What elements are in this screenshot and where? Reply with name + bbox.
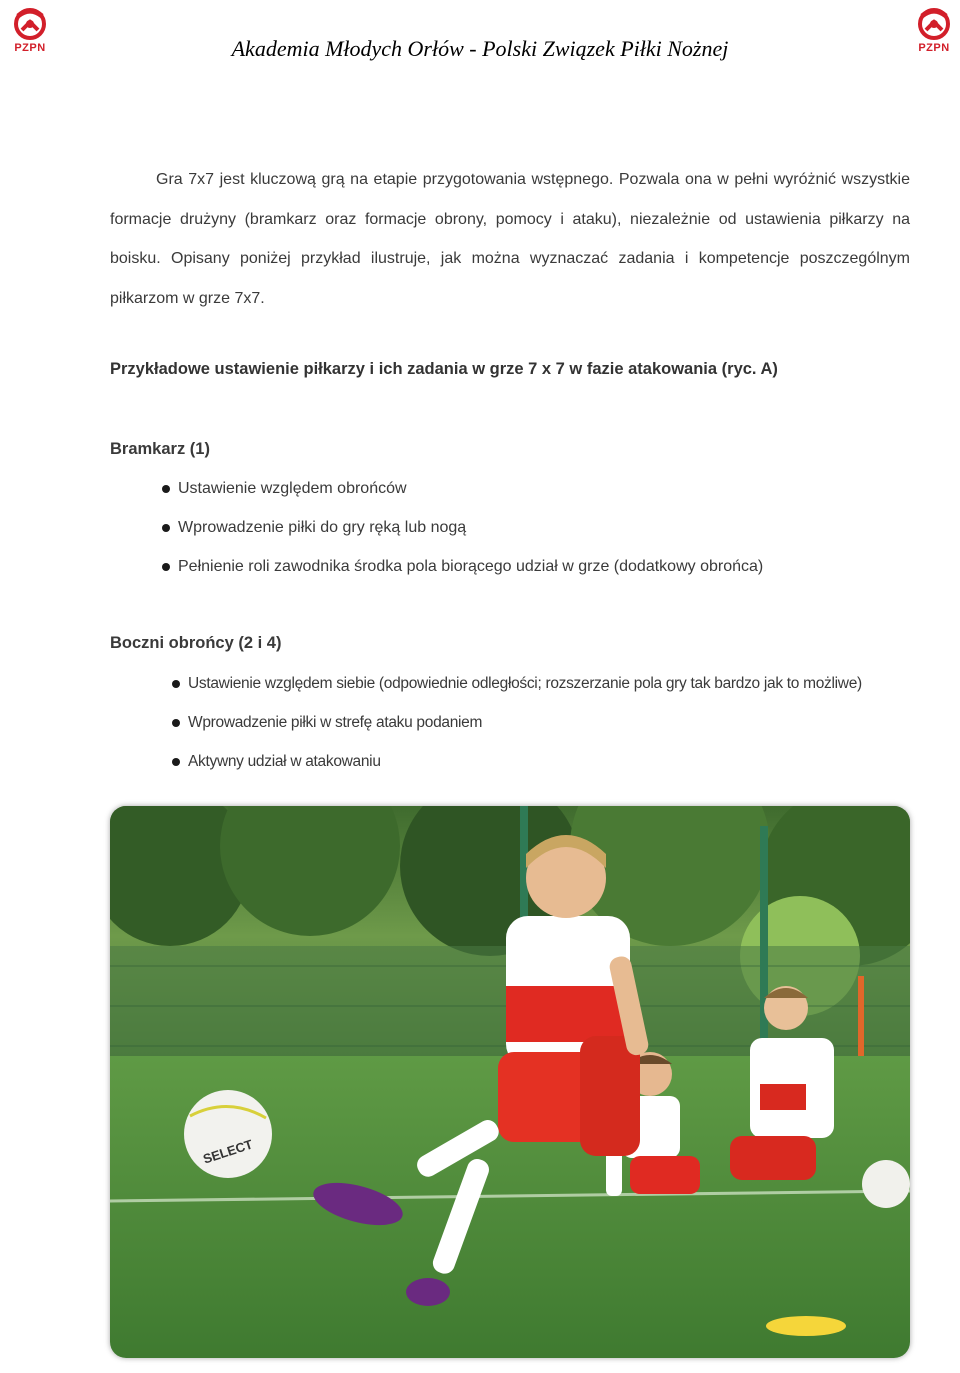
list-item: Wprowadzenie piłki do gry ręką lub nogą (178, 514, 763, 553)
intro-paragraph: Gra 7x7 jest kluczową grą na etapie przygotowania wstępnego. Pozwala ona w pełni wyróżnić wszystkie formacje drużyny (bramkarz oraz formacje obrony, pomocy i ataku), niezależnie od ustawienia piłkarzy na boisku. Opisany poniżej przykład ilustruje, jak można wyznaczać zadania i kompetencje poszczególnym piłkarzom w grze 7x7. (110, 171, 910, 307)
logo-text: PZPN (14, 42, 46, 54)
goalkeeper-list (178, 475, 763, 592)
goalkeeper-heading: Bramkarz (1) (110, 440, 210, 458)
section-heading: Przykładowe ustawienie piłkarzy i ich zadania w grze 7 x 7 w fazie atakowania (ryc. A) (110, 360, 778, 378)
ball-brand-text: SELECT (201, 1136, 255, 1167)
list-item: Aktywny udział w atakowaniu (188, 748, 862, 787)
fullbacks-list (188, 670, 862, 787)
page-header-title: Akademia Młodych Orłów - Polski Związek Piłki Nożnej (231, 36, 729, 61)
list-item: Pełnienie roli zawodnika środka pola biorącego udział w grze (dodatkowy obrońca) (178, 553, 763, 592)
logo-text: PZPN (918, 42, 950, 54)
photo-boy-kicking-ball (110, 806, 910, 1358)
list-item: Wprowadzenie piłki w strefę ataku podaniem (188, 709, 862, 748)
list-item: Ustawienie względem obrońców (178, 475, 763, 514)
fullbacks-heading: Boczni obrońcy (2 i 4) (110, 634, 282, 652)
list-item: Ustawienie względem siebie (odpowiednie odległości; rozszerzanie pola gry tak bardzo jak to możliwe) (188, 670, 862, 709)
football-photo (110, 806, 910, 1358)
